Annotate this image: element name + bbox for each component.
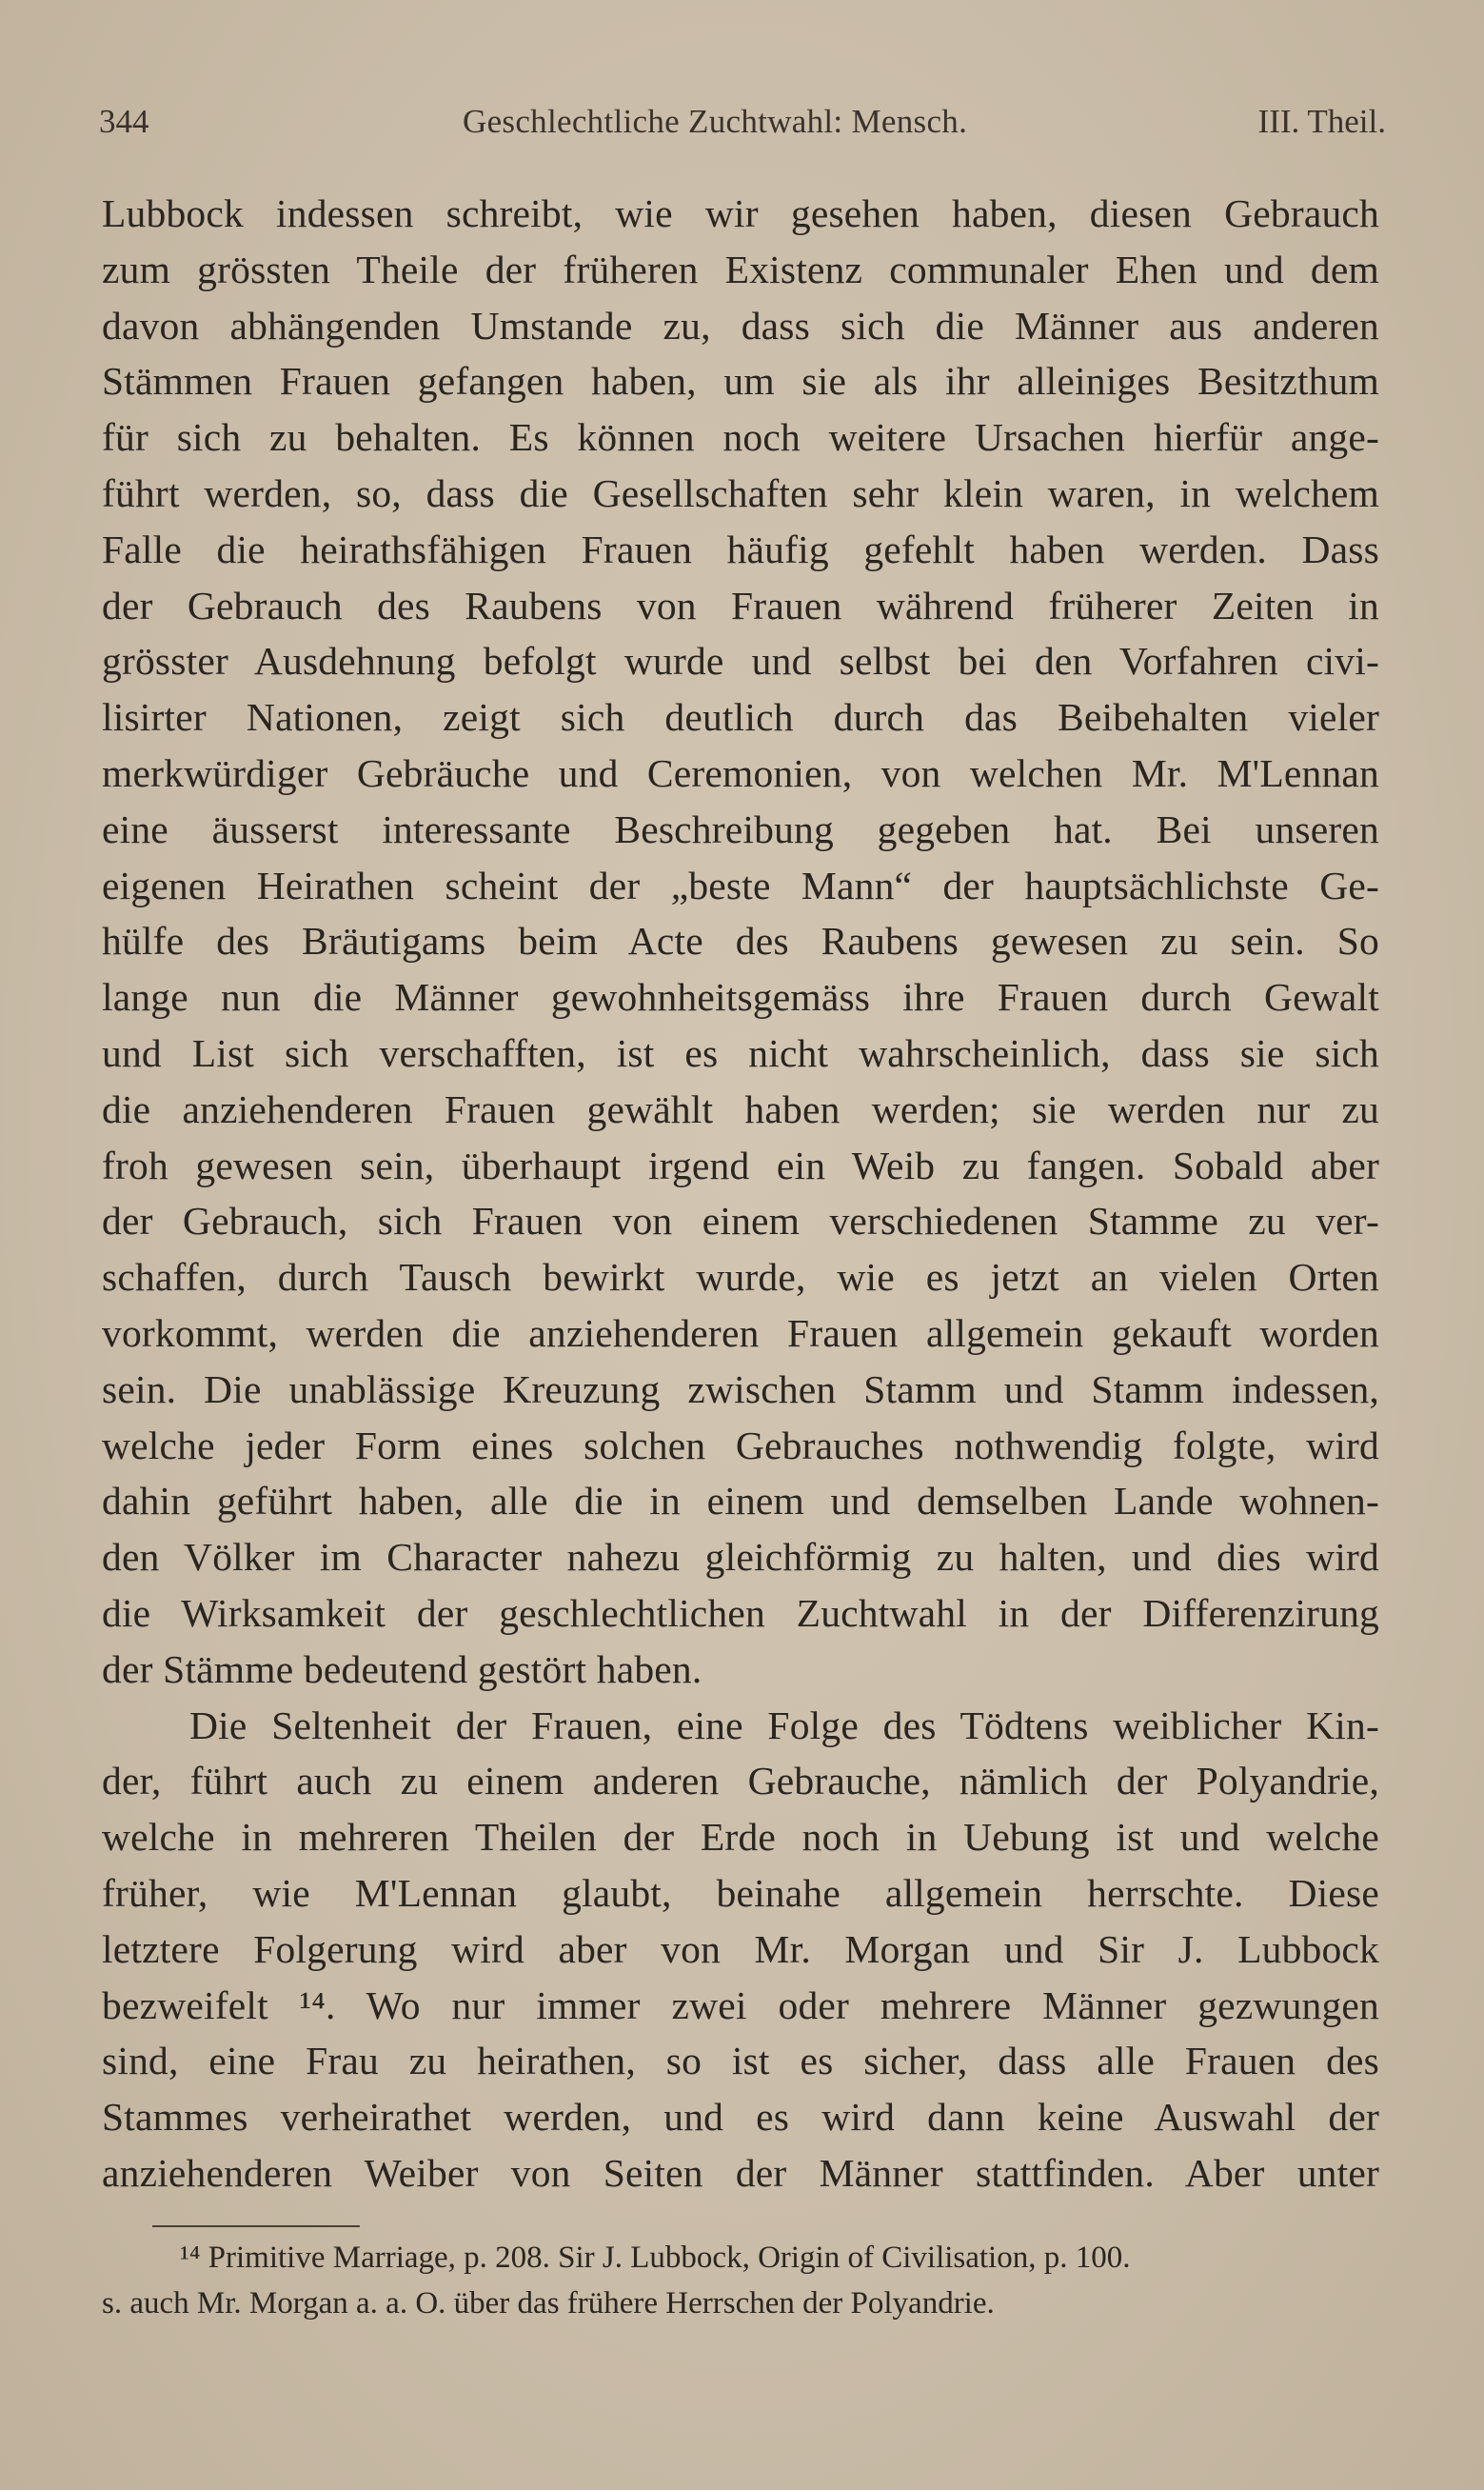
text-line: die anziehenderen Frauen gewählt haben werden; sie werden nur zu: [102, 1086, 1379, 1131]
text-line: bezweifelt ¹⁴. Wo nur immer zwei oder mehrere Männer gezwungen: [102, 1982, 1379, 2027]
running-head: [99, 103, 1386, 149]
footnote-line: s. auch Mr. Morgan a. a. O. über das frühere Herrschen der Polyandrie.: [102, 2286, 995, 2321]
text-line: letztere Folgerung wird aber von Mr. Morgan und Sir J. Lubbock: [102, 1926, 1379, 1971]
text-line: der, führt auch zu einem anderen Gebrauche, nämlich der Polyandrie,: [102, 1759, 1379, 1803]
page-number: 344: [99, 103, 149, 140]
text-line: Lubbock indessen schreibt, wie wir gesehen haben, diesen Gebrauch: [102, 191, 1379, 235]
text-line: Falle die heirathsfähigen Frauen häufig gefehlt haben werden. Dass: [102, 527, 1379, 571]
text-line: der Gebrauch des Raubens von Frauen während früherer Zeiten in: [102, 583, 1379, 627]
text-line: lisirter Nationen, zeigt sich deutlich durch das Beibehalten vieler: [102, 695, 1379, 740]
text-line: eine äusserst interessante Beschreibung gegeben hat. Bei unseren: [102, 807, 1379, 851]
text-line: welche in mehreren Theilen der Erde noch in Uebung ist und welche: [102, 1815, 1379, 1860]
text-line: sein. Die unablässige Kreuzung zwischen Stamm und Stamm indessen,: [102, 1366, 1379, 1411]
paragraph-end-line: der Stämme bedeutend gestört haben.: [102, 1646, 702, 1691]
text-line: vorkommt, werden die anziehenderen Frauen allgemein gekauft worden: [102, 1310, 1379, 1355]
text-line: Stammes verheirathet werden, und es wird dann keine Auswahl der: [102, 2095, 1379, 2140]
footnote-divider: [152, 2225, 360, 2227]
text-line: davon abhängenden Umstande zu, dass sich die Männer aus anderen: [102, 303, 1379, 348]
text-line: zum grössten Theile der früheren Existenz communaler Ehen und dem: [102, 247, 1379, 291]
text-line: hülfe des Bräutigams beim Acte des Raubens gewesen zu sein. So: [102, 919, 1379, 964]
footnotes: [102, 2235, 1379, 2326]
text-line: froh gewesen sein, überhaupt irgend ein Weib zu fangen. Sobald aber: [102, 1143, 1379, 1187]
section-label: III. Theil.: [1257, 103, 1386, 140]
text-line: grösster Ausdehnung befolgt wurde und selbst bei den Vorfahren civi-: [102, 639, 1379, 684]
text-line: welche jeder Form eines solchen Gebrauches nothwendig folgte, wird: [102, 1423, 1379, 1467]
text-line: und List sich verschafften, ist es nicht wahrscheinlich, dass sie sich: [102, 1030, 1379, 1075]
text-line: früher, wie M'Lennan glaubt, beinahe allgemein herrschte. Diese: [102, 1870, 1379, 1915]
text-line: Stämmen Frauen gefangen haben, um sie als ihr alleiniges Besitzthum: [102, 359, 1379, 404]
text-line: die Wirksamkeit der geschlechtlichen Zuchtwahl in der Differenzirung: [102, 1590, 1379, 1635]
running-title: Geschlechtliche Zuchtwahl: Mensch.: [463, 103, 968, 140]
text-line: für sich zu behalten. Es können noch weitere Ursachen hierfür ange-: [102, 415, 1379, 460]
text-line: schaffen, durch Tausch bewirkt wurde, wie es jetzt an vielen Orten: [102, 1255, 1379, 1300]
text-line: den Völker im Character nahezu gleichförmig zu halten, und dies wird: [102, 1535, 1379, 1580]
text-line: eigenen Heirathen scheint der „beste Mann“ der hauptsächlichste Ge-: [102, 863, 1379, 907]
paragraph-start-line: Die Seltenheit der Frauen, eine Folge des Tödtens weiblicher Kin-: [189, 1703, 1379, 1747]
text-line: sind, eine Frau zu heirathen, so ist es sicher, dass alle Frauen des: [102, 2039, 1379, 2083]
body-text: [102, 186, 1379, 2201]
text-line: merkwürdiger Gebräuche und Ceremonien, von welchen Mr. M'Lennan: [102, 750, 1379, 795]
text-line: anziehenderen Weiber von Seiten der Männer stattfinden. Aber unter: [102, 2150, 1379, 2195]
text-line: lange nun die Männer gewohnheitsgemäss ihre Frauen durch Gewalt: [102, 975, 1379, 1020]
text-line: der Gebrauch, sich Frauen von einem verschiedenen Stamme zu ver-: [102, 1199, 1379, 1244]
footnote-line: ¹⁴ Primitive Marriage, p. 208. Sir J. Lubbock, Origin of Civilisation, p. 100.: [180, 2241, 1131, 2275]
text-line: führt werden, so, dass die Gesellschaften sehr klein waren, in welchem: [102, 470, 1379, 515]
text-line: dahin geführt haben, alle die in einem und demselben Lande wohnen-: [102, 1479, 1379, 1524]
